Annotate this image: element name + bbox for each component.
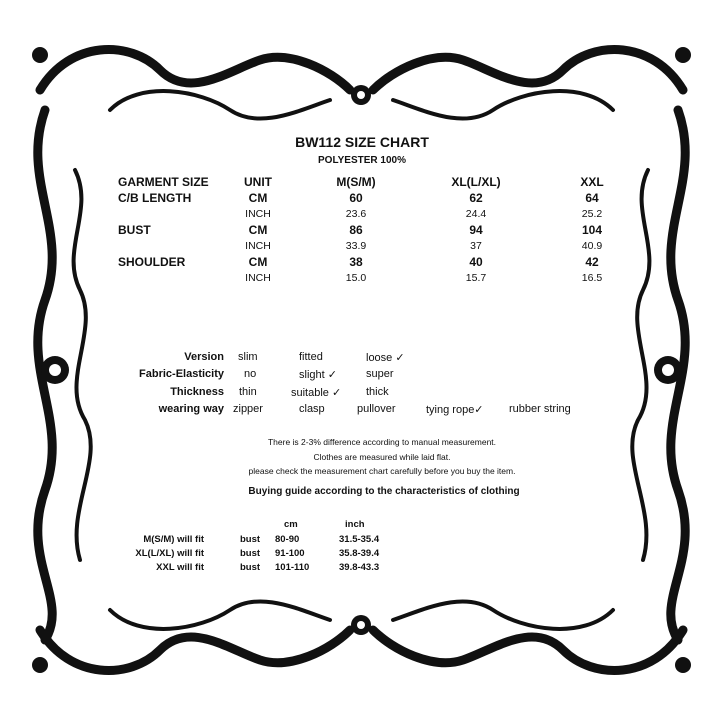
- header-size-m: M(S/M): [336, 175, 376, 189]
- value-cell: 42: [585, 255, 599, 269]
- header-size-xl: XL(L/XL): [451, 175, 501, 189]
- material-label: POLYESTER 100%: [317, 155, 407, 166]
- guide-cm: 80-90: [275, 534, 300, 545]
- value-cell: 15.0: [345, 272, 367, 284]
- attr-option: fitted: [299, 351, 323, 363]
- attr-option: suitable ✓: [291, 387, 342, 399]
- guide-size: M(S/M) will fit: [143, 534, 204, 545]
- attr-option: zipper: [233, 403, 263, 415]
- unit-inch: INCH: [245, 272, 271, 284]
- header-garment-size: GARMENT SIZE: [118, 175, 209, 189]
- value-cell: 40: [469, 255, 483, 269]
- guide-col-cm: cm: [284, 519, 298, 530]
- guide-size: XXL will fit: [156, 562, 204, 573]
- value-cell: 15.7: [465, 272, 487, 284]
- guide-inch: 39.8-43.3: [339, 562, 380, 573]
- row-label-shoulder: SHOULDER: [118, 255, 186, 269]
- attr-option: clasp: [299, 403, 325, 415]
- attr-option: slim: [238, 351, 258, 363]
- guide-cm: 101-110: [275, 562, 310, 573]
- value-cell: 64: [585, 191, 599, 205]
- value-cell: 25.2: [581, 208, 603, 220]
- guide-cm: 91-100: [275, 548, 305, 559]
- buying-guide-title: Buying guide according to the characteristics of clothing: [248, 486, 520, 497]
- attr-label-wearing-way: wearing way: [158, 403, 224, 415]
- guide-size: XL(L/XL) will fit: [135, 548, 204, 559]
- value-cell: 23.6: [345, 208, 367, 220]
- value-cell: 94: [469, 223, 483, 237]
- guide-part: bust: [240, 534, 261, 545]
- note-line: Clothes are measured while laid flat.: [313, 452, 451, 462]
- value-cell: 40.9: [581, 240, 603, 252]
- header-unit: UNIT: [244, 175, 272, 189]
- row-label-cb-length: C/B LENGTH: [118, 191, 192, 205]
- page-title: BW112 SIZE CHART: [295, 134, 429, 150]
- unit-cm: CM: [248, 223, 268, 237]
- attr-option: tying rope✓: [426, 404, 484, 416]
- value-cell: 38: [349, 255, 363, 269]
- unit-cm: CM: [248, 191, 268, 205]
- value-cell: 24.4: [465, 208, 487, 220]
- value-cell: 62: [469, 191, 483, 205]
- attr-option: slight ✓: [299, 369, 337, 381]
- value-cell: 37: [470, 240, 482, 252]
- guide-inch: 31.5-35.4: [339, 534, 380, 545]
- unit-inch: INCH: [245, 240, 271, 252]
- unit-inch: INCH: [245, 208, 271, 220]
- guide-part: bust: [240, 548, 261, 559]
- attr-option: no: [244, 368, 257, 380]
- attr-option: loose ✓: [366, 352, 405, 364]
- attr-label-thickness: Thickness: [170, 386, 224, 398]
- guide-inch: 35.8-39.4: [339, 548, 380, 559]
- guide-part: bust: [240, 562, 261, 573]
- note-line: There is 2-3% difference according to manual measurement.: [267, 437, 497, 447]
- header-size-xxl: XXL: [580, 175, 604, 189]
- value-cell: 60: [349, 191, 363, 205]
- attr-option: super: [366, 368, 394, 380]
- unit-cm: CM: [248, 255, 268, 269]
- attr-label-version: Version: [184, 351, 224, 363]
- value-cell: 104: [581, 223, 603, 237]
- value-cell: 16.5: [581, 272, 603, 284]
- value-cell: 86: [349, 223, 363, 237]
- note-line: please check the measurement chart carefully before you buy the item.: [248, 466, 516, 476]
- attr-option: thin: [239, 386, 257, 398]
- attr-option: rubber string: [509, 403, 571, 415]
- attr-option: pullover: [357, 403, 396, 415]
- value-cell: 33.9: [345, 240, 367, 252]
- row-label-bust: BUST: [118, 223, 151, 237]
- attr-option: thick: [366, 386, 389, 398]
- attr-label-fabric-elasticity: Fabric-Elasticity: [139, 368, 224, 380]
- guide-col-inch: inch: [345, 519, 365, 530]
